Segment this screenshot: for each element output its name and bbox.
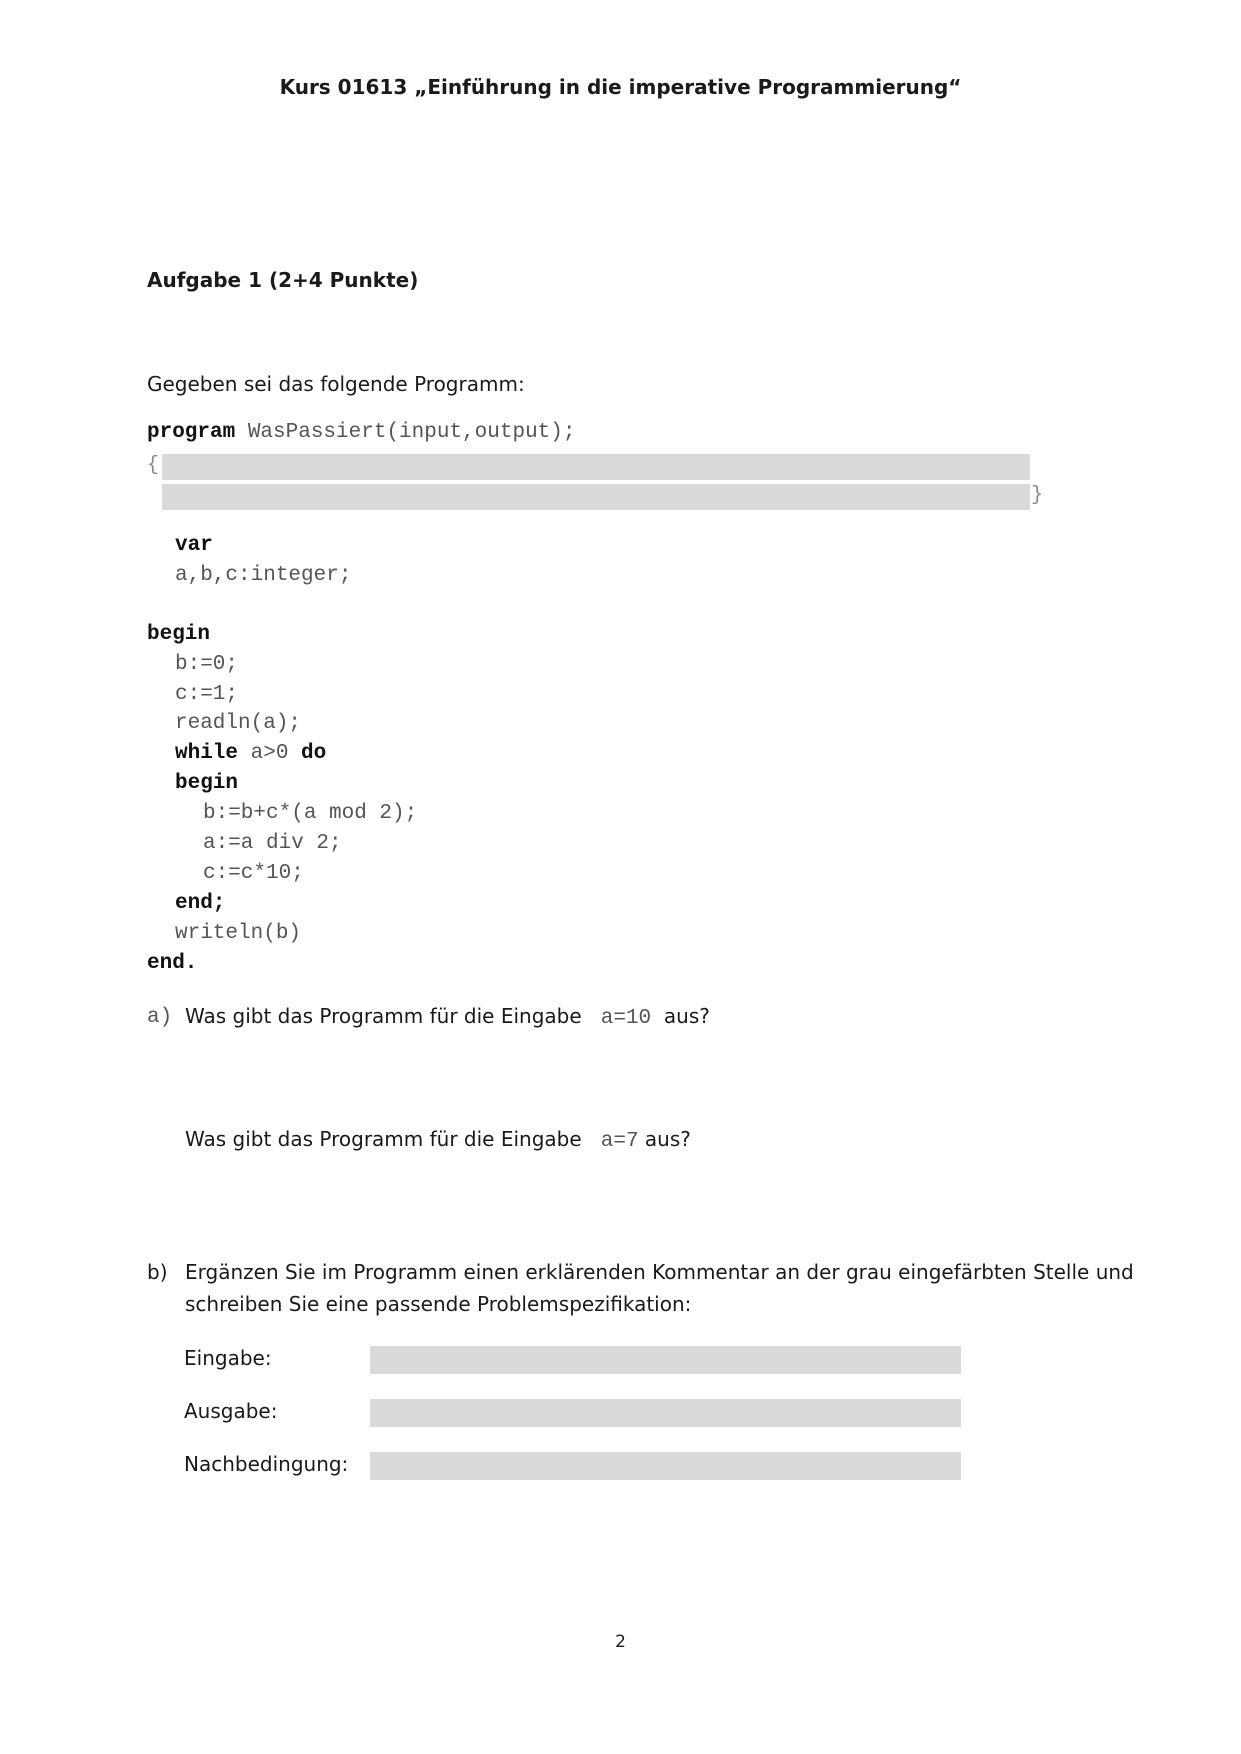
question-a-2 xyxy=(185,1127,691,1153)
keyword-begin: begin xyxy=(147,623,211,646)
comment-area-line-2[interactable] xyxy=(162,484,1030,510)
field-label-eingabe: Eingabe: xyxy=(184,1346,272,1370)
program-header: WasPassiert(input,output); xyxy=(235,421,576,444)
question-b-marker: b) xyxy=(147,1260,168,1284)
question-a-1-input: a=10 xyxy=(600,1007,652,1030)
stmt-b-update: b:=b+c*(a mod 2); xyxy=(203,802,418,825)
while-condition: a>0 xyxy=(238,742,302,765)
question-a-marker: a) xyxy=(147,1006,173,1029)
stmt-b-init: b:=0; xyxy=(175,653,239,676)
keyword-end: end. xyxy=(147,952,198,975)
question-a-1-text: Was gibt das Programm für die Eingabe xyxy=(185,1004,582,1028)
field-nachbedingung[interactable] xyxy=(370,1452,961,1480)
question-b-line-2: schreiben Sie eine passende Problemspezifikation: xyxy=(185,1292,692,1316)
field-ausgabe[interactable] xyxy=(370,1399,961,1427)
stmt-c-init: c:=1; xyxy=(175,683,239,706)
comment-area-line-1[interactable] xyxy=(162,454,1030,480)
var-declaration: a,b,c:integer; xyxy=(175,564,352,587)
question-a-1-suffix: aus? xyxy=(663,1004,710,1028)
keyword-var: var xyxy=(175,534,213,557)
course-header: Kurs 01613 „Einführung in die imperative Programmierung“ xyxy=(279,75,962,99)
field-label-nachbedingung: Nachbedingung: xyxy=(184,1452,349,1476)
question-a-2-input: a=7 xyxy=(600,1130,639,1153)
comment-open-brace: { xyxy=(147,454,160,477)
question-a-1 xyxy=(185,1004,710,1030)
stmt-c-update: c:=c*10; xyxy=(203,862,304,885)
code-line-program xyxy=(147,421,575,444)
field-eingabe[interactable] xyxy=(370,1346,961,1374)
page-number: 2 xyxy=(615,1632,626,1652)
task-title: Aufgabe 1 (2+4 Punkte) xyxy=(147,268,419,292)
question-a-2-text: Was gibt das Programm für die Eingabe xyxy=(185,1127,582,1151)
stmt-writeln: writeln(b) xyxy=(175,922,302,945)
keyword-program: program xyxy=(147,421,236,444)
question-a-2-suffix: aus? xyxy=(644,1127,691,1151)
stmt-a-update: a:=a div 2; xyxy=(203,832,342,855)
keyword-inner-end: end; xyxy=(175,892,226,915)
question-b-line-1: Ergänzen Sie im Programm einen erklärenden Kommentar an der grau eingefärbten Stelle und xyxy=(185,1260,1134,1284)
keyword-do: do xyxy=(301,742,327,765)
keyword-inner-begin: begin xyxy=(175,772,239,795)
field-label-ausgabe: Ausgabe: xyxy=(184,1399,278,1423)
while-line xyxy=(175,742,326,765)
task-intro: Gegeben sei das folgende Programm: xyxy=(147,372,525,396)
comment-close-brace: } xyxy=(1031,484,1044,507)
stmt-readln: readln(a); xyxy=(175,712,302,735)
keyword-while: while xyxy=(175,742,239,765)
